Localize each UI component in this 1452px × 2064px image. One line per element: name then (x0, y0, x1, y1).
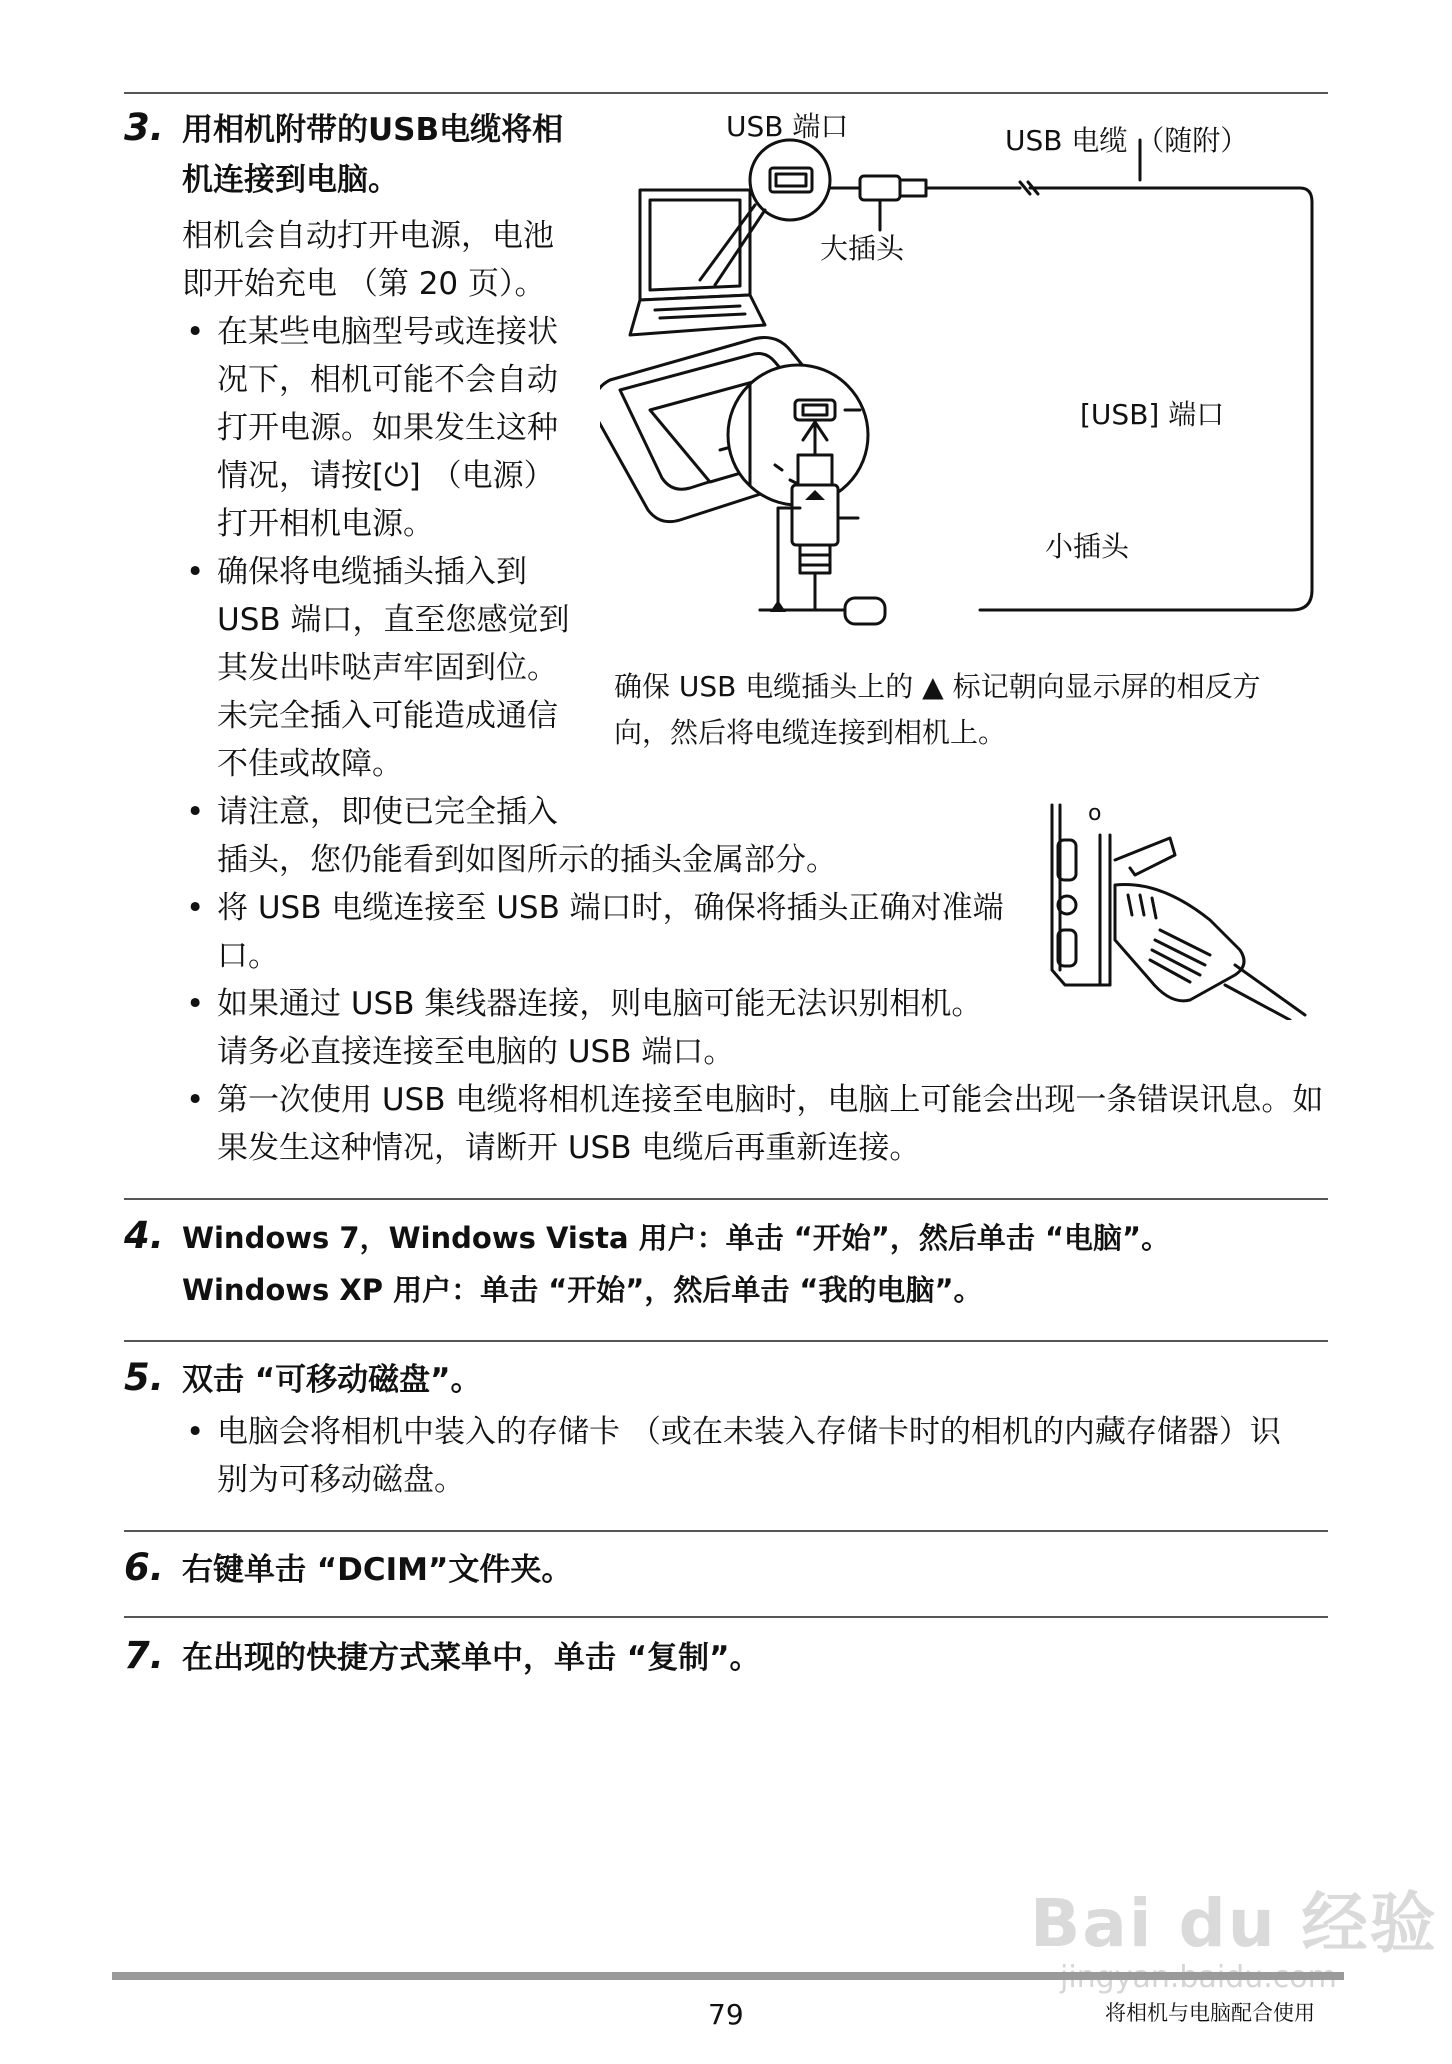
label-camera-usb-port: [USB] 端口 (1080, 398, 1225, 431)
step-6-title: 右键单击 “DCIM”文件夹。 (182, 1552, 573, 1588)
plug-closeup-illustration (1040, 800, 1310, 1020)
step-3-intro-line1: 相机会自动打开电源，电池 (182, 218, 554, 254)
label-small-plug: 小插头 (1045, 530, 1130, 563)
step-6-number: 6. (124, 1546, 164, 1589)
footer-section-title: 将相机与电脑配合使用 (1105, 2001, 1315, 2025)
big-plug-illustration (830, 176, 1020, 230)
step-4-line1: Windows 7，Windows Vista 用户：单击 “开始”，然后单击 “电脑”。 (182, 1221, 1171, 1255)
bullet-dot: • (186, 1414, 205, 1450)
step-5-bullet: • 电脑会将相机中装入的存储卡 （或在未装入存储卡时的相机的内藏存储器）识 别为可移动磁盘。 (217, 1408, 1281, 1504)
step-3-bullet-5: • 如果通过 USB 集线器连接，则电脑可能无法识别相机。 请务必直接连接至电脑的 USB 端口。 (217, 980, 982, 1076)
step-3-intro-line2: 即开始充电 （第 20 页）。 (182, 266, 546, 302)
diagram-caption: 确保 USB 电缆插头上的 ▲ 标记朝向显示屏的相反方 向，然后将电缆连接到相机上。 (614, 670, 1261, 749)
step-3-bullet-4: • 将 USB 电缆连接至 USB 端口时，确保将插头正确对准端 口。 (217, 884, 1004, 980)
step-3-title-line1: 用相机附带的USB电缆将相 (182, 112, 564, 148)
step-4-line2: Windows XP 用户：单击 “开始”，然后单击 “我的电脑”。 (182, 1273, 983, 1307)
baidu-watermark: Bai du 经验 (1030, 1885, 1438, 1962)
bullet-dot: • (186, 1082, 205, 1118)
label-usb-port: USB 端口 (726, 110, 849, 143)
step-3-bullet-1: • 在某些电脑型号或连接状 况下，相机可能不会自动 打开电源。如果发生这种 情况，请按[⏻] （电源） 打开相机电源。 (217, 308, 558, 548)
step-3-title-line2: 机连接到电脑。 (182, 162, 399, 198)
step-3-bullet-6: • 第一次使用 USB 电缆将相机连接至电脑时，电脑上可能会出现一条错误讯息。如 果发生这种情况，请断开 USB 电缆后再重新连接。 (217, 1076, 1323, 1172)
rule-step-6 (124, 1530, 1328, 1532)
step-3-bullet-3: • 请注意，即使已完全插入 插头，您仍能看到如图所示的插头金属部分。 (217, 788, 837, 884)
label-usb-cable: USB 电缆 （随附） (1005, 124, 1249, 157)
step-3-bullet-2: • 确保将电缆插头插入到 USB 端口，直至您感觉到 其发出咔哒声牢固到位。 未完全插入可能造成通信 不佳或故障。 (217, 548, 570, 788)
svg-text:o: o (1088, 801, 1102, 826)
laptop-illustration (630, 190, 765, 335)
footer-rule (112, 1972, 1344, 1980)
bullet-dot: • (186, 554, 205, 590)
rule-step-4 (124, 1198, 1328, 1200)
bullet-dot: • (186, 986, 205, 1022)
rule-step-5 (124, 1340, 1328, 1342)
step-5-number: 5. (124, 1356, 164, 1399)
step-3-number: 3. (124, 106, 164, 149)
page-number: 79 (708, 1998, 744, 2031)
top-rule (124, 92, 1328, 94)
step-4-number: 4. (124, 1214, 164, 1257)
rule-step-7 (124, 1616, 1328, 1618)
step-7-title: 在出现的快捷方式菜单中，单击 “复制”。 (182, 1640, 761, 1676)
step-5-title: 双击 “可移动磁盘”。 (182, 1362, 482, 1398)
bullet-dot: • (186, 794, 205, 830)
label-big-plug: 大插头 (820, 232, 905, 265)
step-7-number: 7. (124, 1634, 164, 1677)
bullet-dot: • (186, 314, 205, 350)
bullet-dot: • (186, 890, 205, 926)
